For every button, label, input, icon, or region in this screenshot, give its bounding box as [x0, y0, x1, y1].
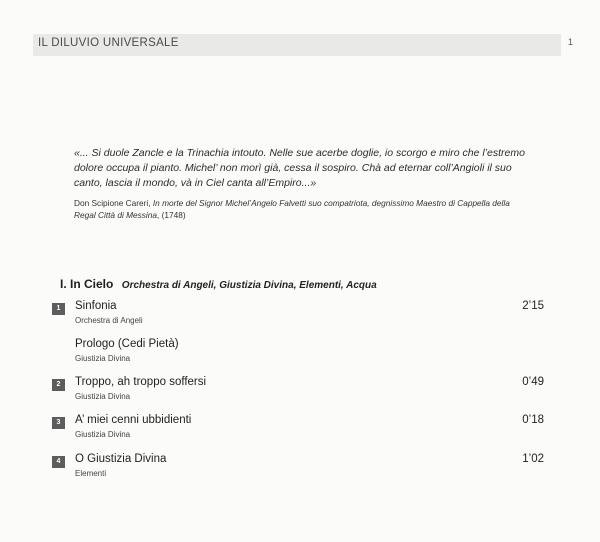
track-number-badge: 3 — [52, 417, 65, 429]
track-performer: Giustizia Divina — [75, 354, 131, 363]
quote-line: canto, lascia il mondo, và in Ciel canta all’Empiro...» — [74, 177, 317, 189]
track-duration: 0’18 — [522, 414, 544, 426]
track-duration: 2’15 — [522, 300, 544, 312]
track-row — [52, 300, 544, 334]
track-number-badge: 1 — [52, 303, 65, 315]
track-duration: 1’02 — [522, 453, 544, 465]
track-title: Sinfonia — [75, 300, 117, 312]
track-duration: 0’49 — [522, 376, 544, 388]
quote-line: «... Si duole Zancle e la Trinachia intouto. Nelle sue acerbe doglie, io scorgo e miro che l’estremo — [74, 147, 525, 159]
track-performer: Giustizia Divina — [75, 430, 131, 439]
attribution-work: In morte del Signor Michel’Angelo Falvetti suo compatriota, degnissimo Maestro di Cappella della — [152, 198, 510, 208]
quote-line: dolore occupa il pianto. Michel’ non morì già, cessa il sospiro. Chà ad eternar coll’Angioli il suo — [74, 162, 512, 174]
track-row — [52, 338, 544, 372]
track-number-badge: 4 — [52, 456, 65, 468]
section-performers: Orchestra di Angeli, Giustizia Divina, Elementi, Acqua — [121, 280, 377, 291]
track-title: Troppo, ah troppo soffersi — [75, 376, 207, 388]
track-performer: Orchestra di Angeli — [75, 316, 143, 325]
track-performer: Elementi — [75, 469, 107, 478]
attribution-author: Don Scipione Careri, — [74, 198, 153, 208]
track-row — [52, 376, 544, 410]
attribution-year: , (1748) — [157, 210, 186, 220]
section-heading — [60, 275, 377, 293]
track-performer: Giustizia Divina — [75, 392, 131, 401]
page-number: 1 — [568, 37, 574, 47]
track-number-badge: 2 — [52, 379, 65, 391]
attribution-work-line2: Regal Città di Messina — [74, 210, 158, 220]
quote-attribution — [74, 197, 544, 221]
track-title: A’ miei cenni ubbidienti — [75, 414, 192, 426]
track-row — [52, 453, 544, 487]
track-title: O Giustizia Divina — [75, 453, 167, 465]
page-title: IL DILUVIO UNIVERSALE — [38, 37, 179, 49]
section-title: I. In Cielo — [60, 277, 114, 291]
track-row — [52, 414, 544, 448]
track-title: Prologo (Cedi Pietà) — [75, 338, 179, 350]
quote-block — [74, 146, 544, 191]
